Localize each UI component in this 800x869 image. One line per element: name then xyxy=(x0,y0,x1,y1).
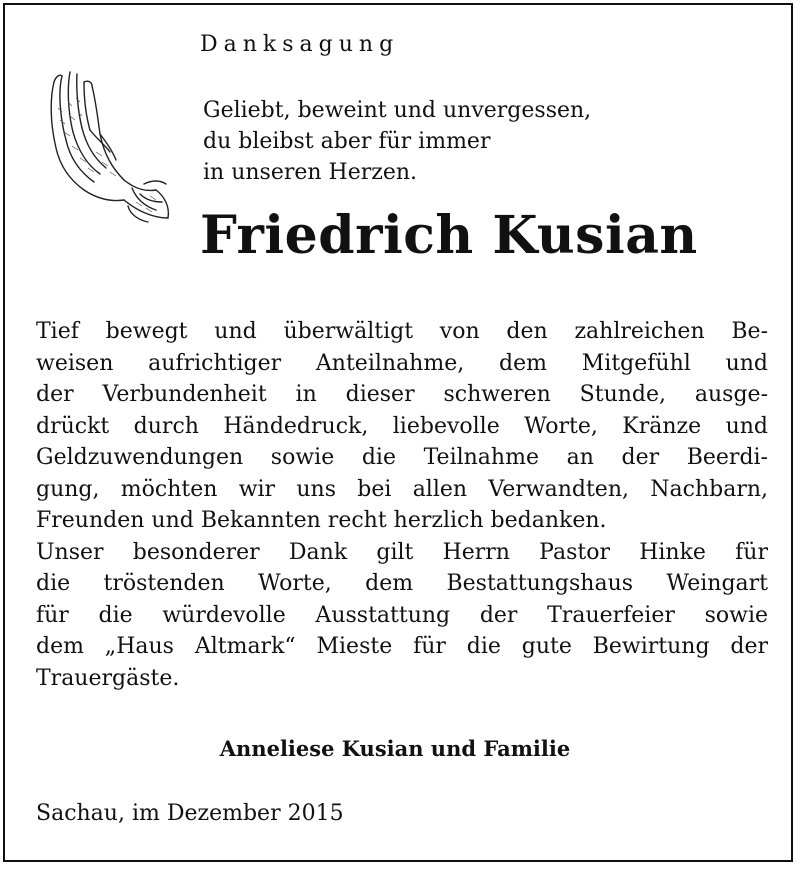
body-line: die tröstenden Worte, dem Bestattungshaus Weingart xyxy=(36,571,768,596)
body-line: dem „Haus Altmark“ Mieste für die gute Bewirtung der xyxy=(36,634,768,659)
body-line: Trauergäste. xyxy=(36,665,180,691)
body-line: Freunden und Bekannten recht herzlich bedanken. xyxy=(36,508,607,533)
praying-hands-icon xyxy=(40,68,180,226)
signature: Anneliese Kusian und Familie xyxy=(219,736,571,761)
notice-heading: Danksagung xyxy=(200,32,400,57)
body-line: Unser besonderer Dank gilt Herrn Pastor Hinke für xyxy=(36,539,768,565)
body-line: der Verbundenheit in dieser schweren Stunde, ausge- xyxy=(36,382,768,407)
body-line: drückt durch Händedruck, liebevolle Worte, Kränze und xyxy=(36,413,768,439)
deceased-name: Friedrich Kusian xyxy=(200,205,698,266)
place-date: Sachau, im Dezember 2015 xyxy=(36,801,344,826)
verse-line: Geliebt, beweint und unvergessen, xyxy=(203,98,592,123)
thank-you-text xyxy=(36,316,768,694)
verse xyxy=(203,95,591,188)
body-line: für die würdevolle Ausstattung der Trauerfeier sowie xyxy=(36,602,768,628)
body-line: Geldzuwendungen sowie die Teilnahme an der Beerdi- xyxy=(36,445,768,470)
body-line: gung, möchten wir uns bei allen Verwandten, Nachbarn, xyxy=(36,476,768,502)
verse-line: in unseren Herzen. xyxy=(203,160,418,185)
body-line: weisen aufrichtiger Anteilnahme, dem Mitgefühl und xyxy=(36,350,768,376)
body-line: Tief bewegt und überwältigt von den zahlreichen Be- xyxy=(36,319,768,344)
verse-line: du bleibst aber für immer xyxy=(203,129,491,154)
